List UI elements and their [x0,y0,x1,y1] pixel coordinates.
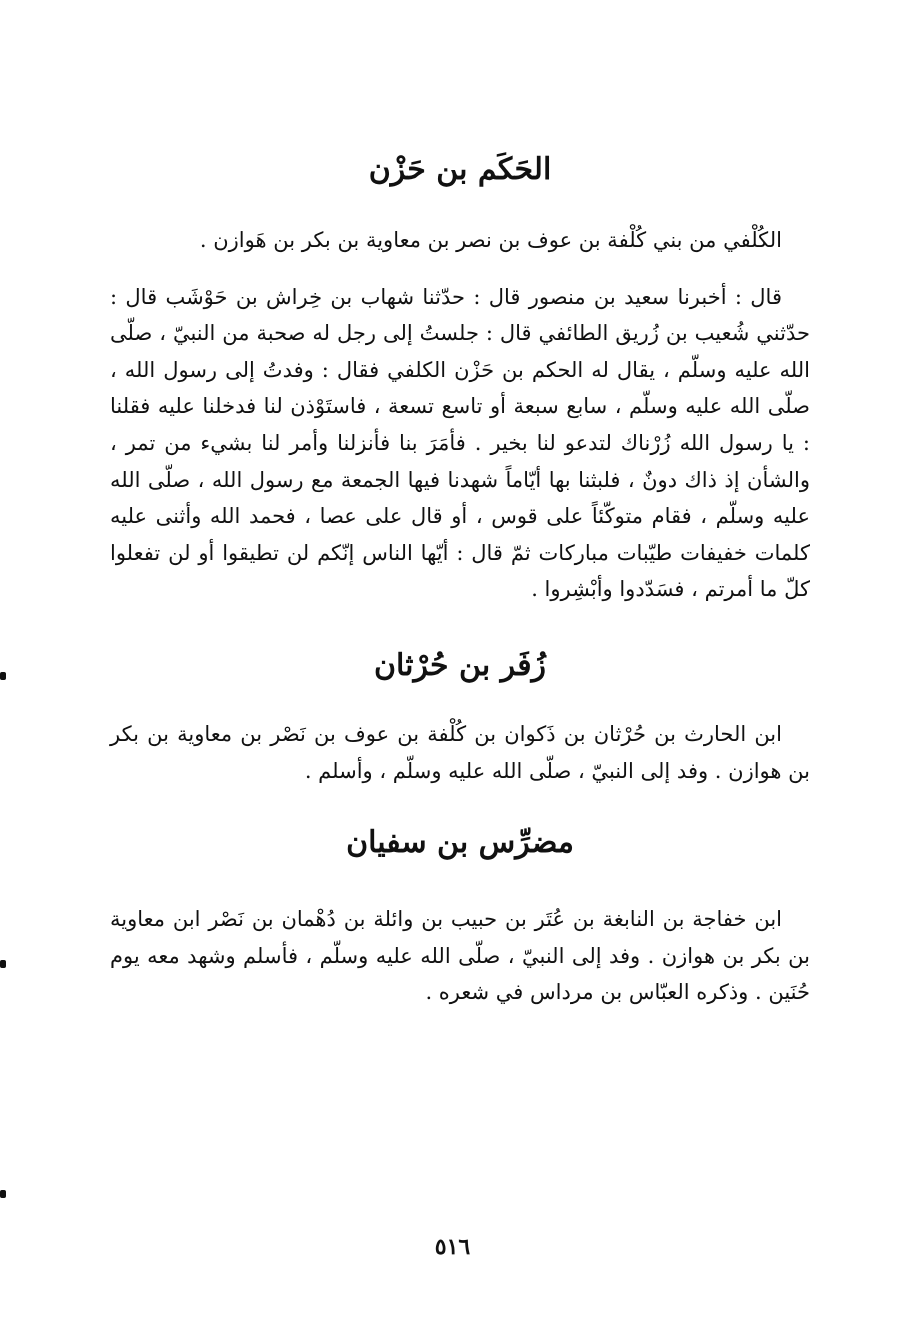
paragraph: الكُلْفي من بني كُلْفة بن عوف بن نصر بن معاوية بن بكر بن هَوازن . [199,228,782,252]
margin-mark [0,960,6,968]
page-number: ٥١٦ [434,1234,471,1260]
paragraph: ابن الحارث بن حُرْثان بن ذَكوان بن كُلْفة بن عوف بن نَصْر بن معاوية بن بكر بن هوازن . وفد إلى النبيّ ، صلّى الله عليه وسلّم ، وأسلم . [110,721,810,783]
paragraph: ابن خفاجة بن النابغة بن عُتَر بن حبيب بن وائلة بن دُهْمان بن نَصْر ابن معاوية بن بكر بن هوازن . وفد إلى النبيّ ، صلّى الله عليه وسلّم ، فأسلم وشهد معه يوم حُنَين . وذكره العبّاس بن مرداس في شعره . [110,907,810,1005]
margin-mark [0,1190,6,1198]
section-heading: زُفَر بن حُرْثان [373,647,547,683]
margin-mark [0,672,6,680]
page-body [110,120,810,1011]
section-heading: الحَكَم بن حَزْن [368,152,552,187]
section-heading: مضرِّس بن سفيان [346,825,574,861]
paragraph: قال : أخبرنا سعيد بن منصور قال : حدّثنا شهاب بن خِراش بن حَوْشَب قال : حدّثني شُعيب بن زُريق الطائفي قال : جلستُ إلى رجل له صحبة من النبيّ ، صلّى الله عليه وسلّم ، يقال له الحكم بن حَزْن الكلفي فقال : وفدتُ إلى رسول الله ، صلّى الله عليه وسلّم ، سابع سبعة أو تاسع تسعة ، فاستَوْذن لنا فدخلنا عليه فقلنا : يا رسول الله زُرْناك لتدعو لنا بخير . فأمَرَ بنا فأنزلنا وأمر لنا بشيء من تمر ، والشأن إذ ذاك دونٌ ، فلبثنا بها أيّاماً شهدنا فيها الجمعة مع رسول الله ، صلّى الله عليه وسلّم ، فقام متوكّئاً على قوس ، أو قال على عصا ، فحمد الله وأثنى عليه كلمات خفيفات طيّبات مباركات ثمّ قال : أيّها الناس إنّكم لن تطيقوا أو لن تفعلوا كلّ ما أمرتم ، فسَدّدوا وأبْشِروا . [110,284,810,602]
